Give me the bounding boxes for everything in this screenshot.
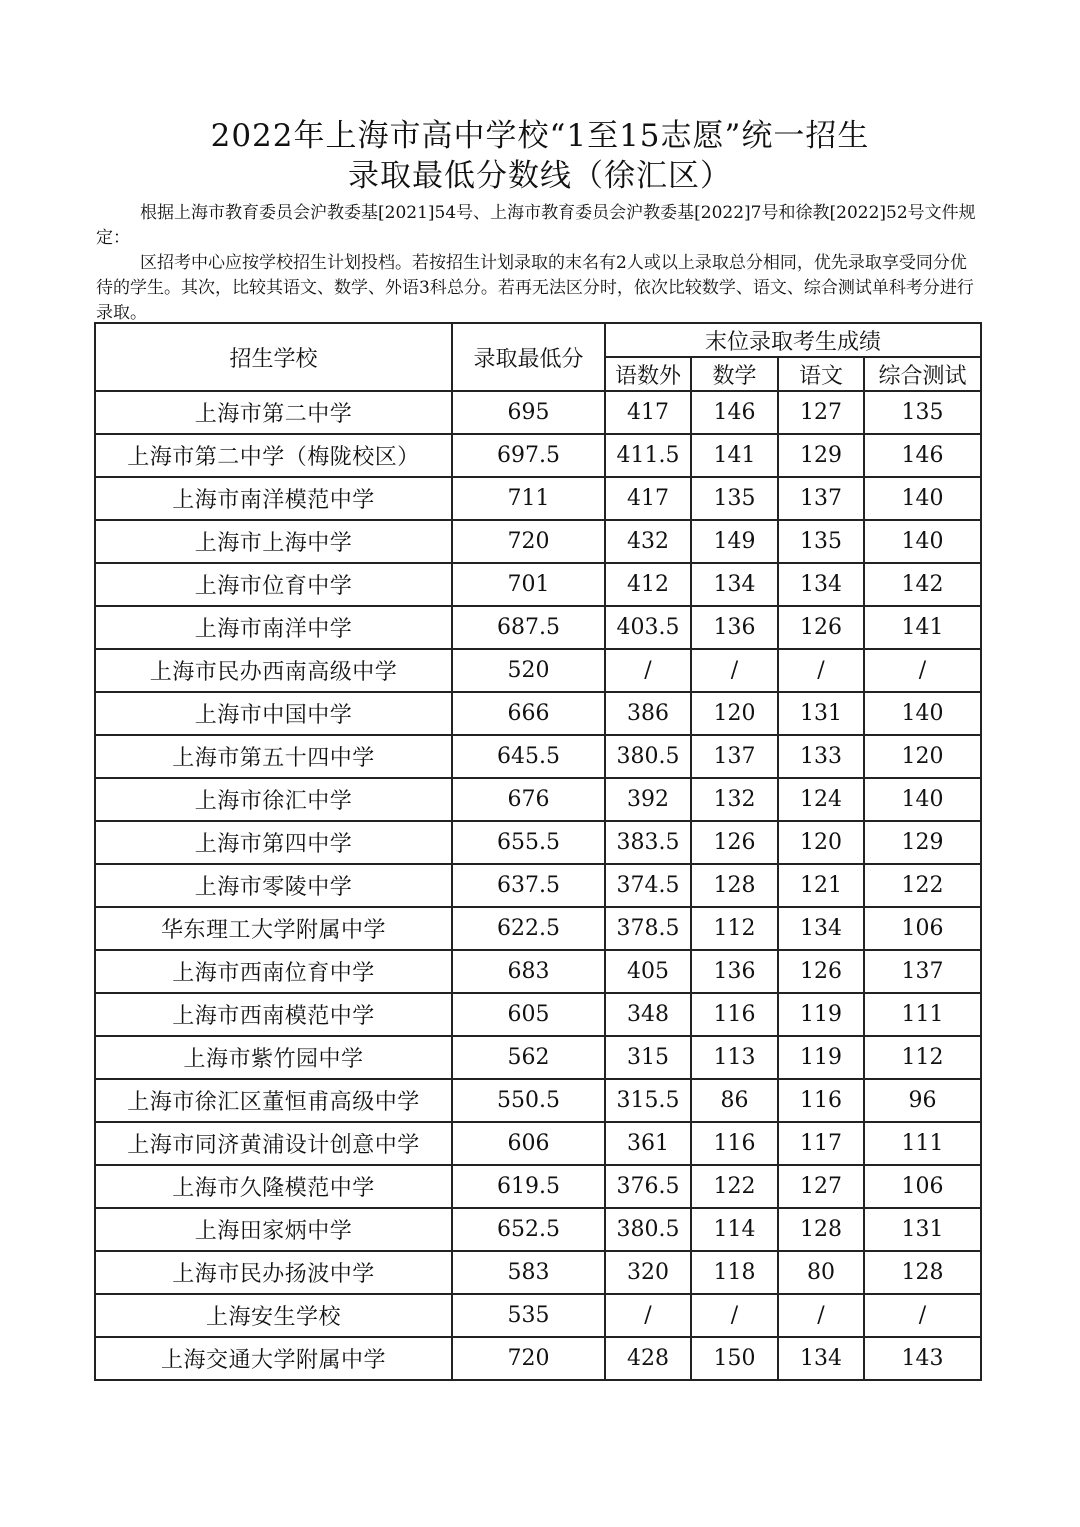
comprehensive-score-cell: 143 bbox=[864, 1337, 981, 1380]
comprehensive-score-cell: 128 bbox=[864, 1251, 981, 1294]
min-score-cell: 711 bbox=[452, 477, 605, 520]
school-name-cell: 上海市西南模范中学 bbox=[95, 993, 452, 1036]
rule-text: 区招考中心应按学校招生计划投档。若按招生计划录取的末名有2人或以上录取总分相同，优先录取享受同分优待的学生。其次，比较其语文、数学、外语3科总分。若再无法区分时，依次比较数学、语文、综合测试单科考分进行录取。 bbox=[96, 253, 974, 323]
min-score-cell: 550.5 bbox=[452, 1079, 605, 1122]
yushuwai-score-cell: 428 bbox=[605, 1337, 691, 1380]
min-score-cell: 606 bbox=[452, 1122, 605, 1165]
table-row bbox=[95, 907, 981, 950]
min-score-cell: 666 bbox=[452, 692, 605, 735]
comprehensive-score-cell: 142 bbox=[864, 563, 981, 606]
title-line-1: 2022年上海市高中学校“1至15志愿”统一招生 bbox=[210, 118, 870, 154]
math-score-cell: / bbox=[691, 649, 778, 692]
table-row bbox=[95, 1337, 981, 1380]
table-row bbox=[95, 821, 981, 864]
school-name-cell: 上海市南洋模范中学 bbox=[95, 477, 452, 520]
school-name-cell: 上海市第四中学 bbox=[95, 821, 452, 864]
comprehensive-score-cell: 112 bbox=[864, 1036, 981, 1079]
table-row bbox=[95, 606, 981, 649]
table-row bbox=[95, 778, 981, 821]
chinese-score-cell: 137 bbox=[778, 477, 864, 520]
yushuwai-score-cell: 417 bbox=[605, 477, 691, 520]
chinese-score-cell: / bbox=[778, 1294, 864, 1337]
yushuwai-score-cell: 320 bbox=[605, 1251, 691, 1294]
table-row bbox=[95, 993, 981, 1036]
chinese-score-cell: 135 bbox=[778, 520, 864, 563]
yushuwai-score-cell: 380.5 bbox=[605, 1208, 691, 1251]
school-name-cell: 上海市民办扬波中学 bbox=[95, 1251, 452, 1294]
yushuwai-score-cell: 383.5 bbox=[605, 821, 691, 864]
chinese-score-cell: 134 bbox=[778, 907, 864, 950]
min-score-cell: 697.5 bbox=[452, 434, 605, 477]
comprehensive-score-cell: 141 bbox=[864, 606, 981, 649]
header-comprehensive: 综合测试 bbox=[864, 357, 981, 391]
yushuwai-score-cell: 315 bbox=[605, 1036, 691, 1079]
min-score-cell: 720 bbox=[452, 1337, 605, 1380]
school-name-cell: 上海市第二中学 bbox=[95, 391, 452, 434]
math-score-cell: 116 bbox=[691, 1122, 778, 1165]
chinese-score-cell: 126 bbox=[778, 606, 864, 649]
yushuwai-score-cell: 403.5 bbox=[605, 606, 691, 649]
yushuwai-score-cell: 361 bbox=[605, 1122, 691, 1165]
school-name-cell: 上海市同济黄浦设计创意中学 bbox=[95, 1122, 452, 1165]
math-score-cell: 146 bbox=[691, 391, 778, 434]
chinese-score-cell: 124 bbox=[778, 778, 864, 821]
min-score-cell: 695 bbox=[452, 391, 605, 434]
math-score-cell: 135 bbox=[691, 477, 778, 520]
school-name-cell: 上海市零陵中学 bbox=[95, 864, 452, 907]
math-score-cell: 136 bbox=[691, 950, 778, 993]
comprehensive-score-cell: 135 bbox=[864, 391, 981, 434]
chinese-score-cell: 133 bbox=[778, 735, 864, 778]
math-score-cell: 141 bbox=[691, 434, 778, 477]
table-row bbox=[95, 950, 981, 993]
comprehensive-score-cell: 111 bbox=[864, 1122, 981, 1165]
table-row bbox=[95, 1251, 981, 1294]
comprehensive-score-cell: 96 bbox=[864, 1079, 981, 1122]
rule-paragraph bbox=[96, 251, 980, 326]
comprehensive-score-cell: / bbox=[864, 1294, 981, 1337]
title-line-2: 录取最低分数线（徐汇区） bbox=[348, 158, 732, 194]
chinese-score-cell: 116 bbox=[778, 1079, 864, 1122]
comprehensive-score-cell: 140 bbox=[864, 692, 981, 735]
chinese-score-cell: 129 bbox=[778, 434, 864, 477]
math-score-cell: 112 bbox=[691, 907, 778, 950]
math-score-cell: 126 bbox=[691, 821, 778, 864]
math-score-cell: 116 bbox=[691, 993, 778, 1036]
min-score-cell: 562 bbox=[452, 1036, 605, 1079]
min-score-cell: 535 bbox=[452, 1294, 605, 1337]
header-last-admitted-scores: 末位录取考生成绩 bbox=[605, 323, 981, 357]
table-row bbox=[95, 1165, 981, 1208]
school-name-cell: 上海市位育中学 bbox=[95, 563, 452, 606]
min-score-cell: 619.5 bbox=[452, 1165, 605, 1208]
table-row bbox=[95, 520, 981, 563]
math-score-cell: 122 bbox=[691, 1165, 778, 1208]
min-score-cell: 583 bbox=[452, 1251, 605, 1294]
yushuwai-score-cell: 405 bbox=[605, 950, 691, 993]
school-name-cell: 上海市南洋中学 bbox=[95, 606, 452, 649]
chinese-score-cell: 127 bbox=[778, 1165, 864, 1208]
school-name-cell: 华东理工大学附属中学 bbox=[95, 907, 452, 950]
math-score-cell: 132 bbox=[691, 778, 778, 821]
comprehensive-score-cell: 131 bbox=[864, 1208, 981, 1251]
math-score-cell: 137 bbox=[691, 735, 778, 778]
math-score-cell: 134 bbox=[691, 563, 778, 606]
comprehensive-score-cell: 140 bbox=[864, 778, 981, 821]
min-score-cell: 701 bbox=[452, 563, 605, 606]
min-score-cell: 622.5 bbox=[452, 907, 605, 950]
header-school: 招生学校 bbox=[95, 323, 452, 391]
chinese-score-cell: 134 bbox=[778, 563, 864, 606]
school-name-cell: 上海安生学校 bbox=[95, 1294, 452, 1337]
table-body bbox=[95, 391, 981, 1380]
school-name-cell: 上海市中国中学 bbox=[95, 692, 452, 735]
school-name-cell: 上海市上海中学 bbox=[95, 520, 452, 563]
school-name-cell: 上海市西南位育中学 bbox=[95, 950, 452, 993]
table-row bbox=[95, 735, 981, 778]
comprehensive-score-cell: 106 bbox=[864, 907, 981, 950]
yushuwai-score-cell: 374.5 bbox=[605, 864, 691, 907]
math-score-cell: 113 bbox=[691, 1036, 778, 1079]
chinese-score-cell: 131 bbox=[778, 692, 864, 735]
table-row bbox=[95, 864, 981, 907]
yushuwai-score-cell: 412 bbox=[605, 563, 691, 606]
math-score-cell: 128 bbox=[691, 864, 778, 907]
header-yushuwai: 语数外 bbox=[605, 357, 691, 391]
school-name-cell: 上海田家炳中学 bbox=[95, 1208, 452, 1251]
chinese-score-cell: 134 bbox=[778, 1337, 864, 1380]
yushuwai-score-cell: 411.5 bbox=[605, 434, 691, 477]
comprehensive-score-cell: 122 bbox=[864, 864, 981, 907]
yushuwai-score-cell: 386 bbox=[605, 692, 691, 735]
min-score-cell: 655.5 bbox=[452, 821, 605, 864]
min-score-cell: 720 bbox=[452, 520, 605, 563]
comprehensive-score-cell: 106 bbox=[864, 1165, 981, 1208]
table-row bbox=[95, 477, 981, 520]
chinese-score-cell: 120 bbox=[778, 821, 864, 864]
admission-score-table bbox=[94, 322, 982, 1381]
yushuwai-score-cell: 378.5 bbox=[605, 907, 691, 950]
math-score-cell: 114 bbox=[691, 1208, 778, 1251]
math-score-cell: 86 bbox=[691, 1079, 778, 1122]
chinese-score-cell: 128 bbox=[778, 1208, 864, 1251]
chinese-score-cell: 126 bbox=[778, 950, 864, 993]
math-score-cell: 149 bbox=[691, 520, 778, 563]
school-name-cell: 上海市民办西南高级中学 bbox=[95, 649, 452, 692]
chinese-score-cell: 117 bbox=[778, 1122, 864, 1165]
min-score-cell: 637.5 bbox=[452, 864, 605, 907]
math-score-cell: / bbox=[691, 1294, 778, 1337]
comprehensive-score-cell: / bbox=[864, 649, 981, 692]
table-row bbox=[95, 1079, 981, 1122]
chinese-score-cell: 80 bbox=[778, 1251, 864, 1294]
min-score-cell: 520 bbox=[452, 649, 605, 692]
regulation-text: 根据上海市教育委员会沪教委基[2021]54号、上海市教育委员会沪教委基[2022]7号和徐教[2022]52号文件规定： bbox=[96, 203, 976, 248]
yushuwai-score-cell: / bbox=[605, 649, 691, 692]
yushuwai-score-cell: 392 bbox=[605, 778, 691, 821]
school-name-cell: 上海市久隆模范中学 bbox=[95, 1165, 452, 1208]
chinese-score-cell: 127 bbox=[778, 391, 864, 434]
school-name-cell: 上海市徐汇中学 bbox=[95, 778, 452, 821]
math-score-cell: 150 bbox=[691, 1337, 778, 1380]
math-score-cell: 120 bbox=[691, 692, 778, 735]
yushuwai-score-cell: 432 bbox=[605, 520, 691, 563]
comprehensive-score-cell: 111 bbox=[864, 993, 981, 1036]
school-name-cell: 上海市第五十四中学 bbox=[95, 735, 452, 778]
chinese-score-cell: / bbox=[778, 649, 864, 692]
chinese-score-cell: 121 bbox=[778, 864, 864, 907]
comprehensive-score-cell: 137 bbox=[864, 950, 981, 993]
header-min-score: 录取最低分 bbox=[452, 323, 605, 391]
table-row bbox=[95, 1208, 981, 1251]
table-row bbox=[95, 563, 981, 606]
comprehensive-score-cell: 140 bbox=[864, 520, 981, 563]
comprehensive-score-cell: 120 bbox=[864, 735, 981, 778]
yushuwai-score-cell: 348 bbox=[605, 993, 691, 1036]
chinese-score-cell: 119 bbox=[778, 1036, 864, 1079]
school-name-cell: 上海市紫竹园中学 bbox=[95, 1036, 452, 1079]
header-chinese: 语文 bbox=[778, 357, 864, 391]
yushuwai-score-cell: / bbox=[605, 1294, 691, 1337]
min-score-cell: 605 bbox=[452, 993, 605, 1036]
school-name-cell: 上海交通大学附属中学 bbox=[95, 1337, 452, 1380]
school-name-cell: 上海市徐汇区董恒甫高级中学 bbox=[95, 1079, 452, 1122]
table-row bbox=[95, 1122, 981, 1165]
table-row bbox=[95, 1294, 981, 1337]
min-score-cell: 645.5 bbox=[452, 735, 605, 778]
table-row bbox=[95, 649, 981, 692]
chinese-score-cell: 119 bbox=[778, 993, 864, 1036]
table-row bbox=[95, 391, 981, 434]
yushuwai-score-cell: 315.5 bbox=[605, 1079, 691, 1122]
school-name-cell: 上海市第二中学（梅陇校区） bbox=[95, 434, 452, 477]
yushuwai-score-cell: 417 bbox=[605, 391, 691, 434]
yushuwai-score-cell: 380.5 bbox=[605, 735, 691, 778]
min-score-cell: 652.5 bbox=[452, 1208, 605, 1251]
table-header-row-1 bbox=[95, 323, 981, 357]
regulation-paragraph bbox=[96, 201, 980, 251]
min-score-cell: 687.5 bbox=[452, 606, 605, 649]
math-score-cell: 136 bbox=[691, 606, 778, 649]
table-row bbox=[95, 692, 981, 735]
header-math: 数学 bbox=[691, 357, 778, 391]
table-row bbox=[95, 1036, 981, 1079]
table-row bbox=[95, 434, 981, 477]
min-score-cell: 683 bbox=[452, 950, 605, 993]
yushuwai-score-cell: 376.5 bbox=[605, 1165, 691, 1208]
comprehensive-score-cell: 140 bbox=[864, 477, 981, 520]
comprehensive-score-cell: 146 bbox=[864, 434, 981, 477]
comprehensive-score-cell: 129 bbox=[864, 821, 981, 864]
math-score-cell: 118 bbox=[691, 1251, 778, 1294]
min-score-cell: 676 bbox=[452, 778, 605, 821]
